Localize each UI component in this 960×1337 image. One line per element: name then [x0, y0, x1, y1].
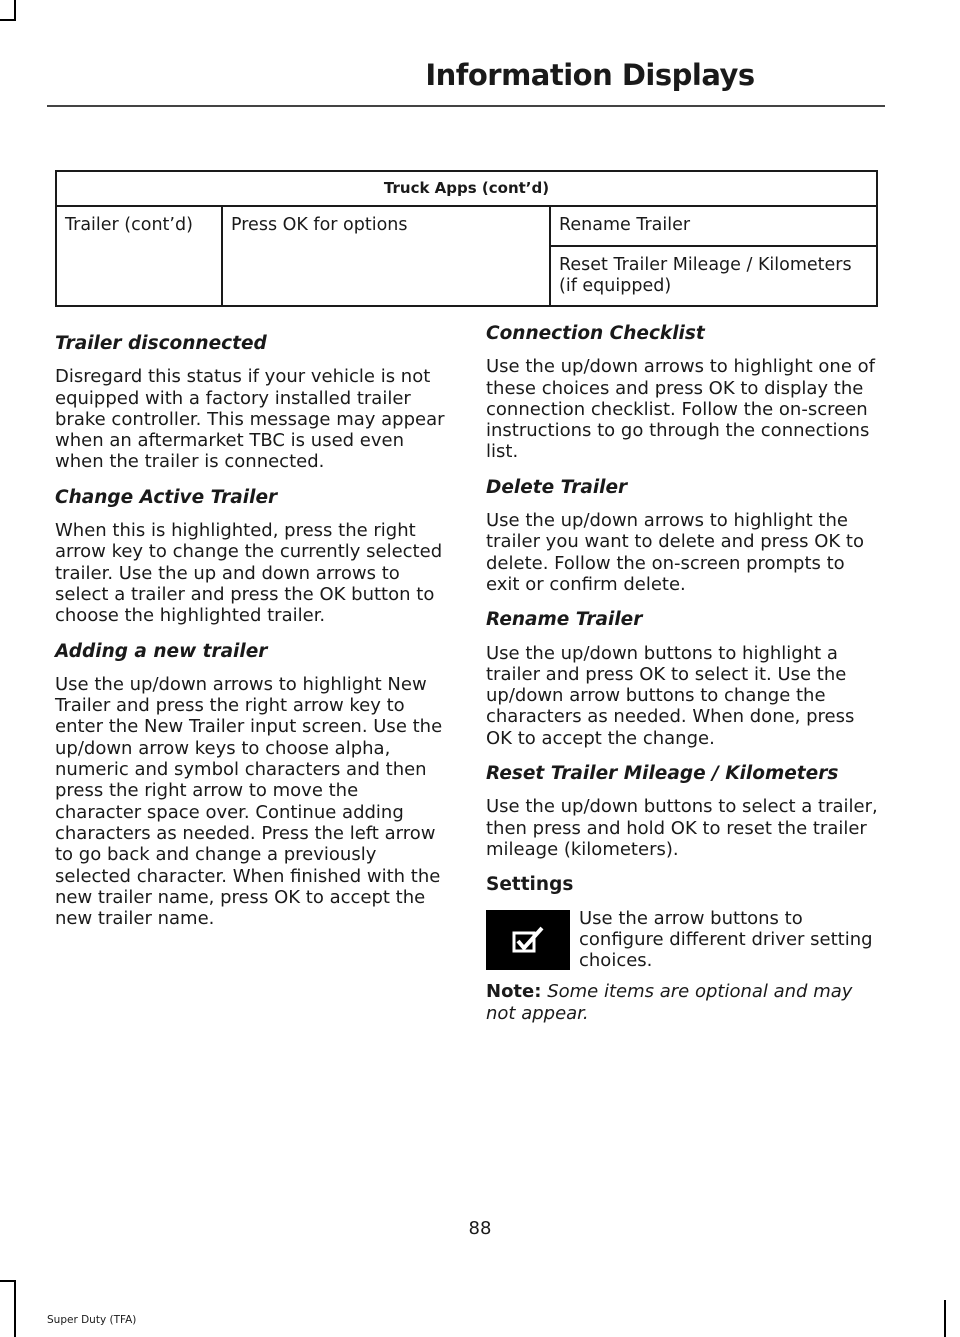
paragraph: When this is highlighted, press the right arrow key to change the currently selected trailer. Use the up and down arrows to select a trailer and press the OK button to choose the highlighted trailer.	[55, 520, 443, 627]
crop-mark	[0, 19, 16, 21]
section-heading: Settings	[486, 874, 574, 896]
crop-mark	[0, 1280, 16, 1282]
note-label: Note:	[486, 981, 542, 1003]
section-heading: Rename Trailer	[486, 609, 643, 631]
header-rule	[47, 105, 885, 107]
table-row	[56, 206, 877, 245]
section-heading: Connection Checklist	[486, 323, 705, 344]
note-text: Some items are optional and may not appear.	[486, 981, 853, 1024]
section-heading: Change Active Trailer	[55, 486, 278, 508]
page-title-text: Information Displays	[425, 58, 755, 92]
paragraph: Use the up/down buttons to highlight a trailer and press OK to select it. Use the up/down arrow buttons to change the characters as needed. When done, press OK to accept the change.	[486, 642, 855, 749]
right-column	[486, 323, 878, 1038]
section-heading: Reset Trailer Mileage / Kilometers	[486, 763, 839, 785]
table-caption: Truck Apps (cont’d)	[56, 171, 877, 206]
section-heading: Adding a new trailer	[55, 640, 268, 662]
crop-mark	[14, 0, 16, 20]
footer-model: Super Duty (TFA)	[47, 1314, 137, 1326]
section-heading: Trailer disconnected	[55, 333, 267, 354]
paragraph: Use the arrow buttons to configure different driver setting choices.	[579, 907, 873, 972]
settings-row	[486, 908, 878, 972]
table-cell: Rename Trailer	[550, 206, 877, 245]
paragraph: Use the up/down buttons to select a trailer, then press and hold OK to reset the trailer mileage (kilometers).	[486, 796, 878, 860]
page-title	[47, 58, 885, 92]
checkbox-settings-icon	[486, 910, 570, 970]
paragraph: Disregard this status if your vehicle is not equipped with a factory installed trailer brake controller. This message may appear when an aftermarket TBC is used even when the trailer is connected.	[55, 366, 445, 473]
paragraph: Use the up/down arrows to highlight New Trailer and press the right arrow key to enter the New Trailer input screen. Use the up/down arrow keys to choose alpha, numeric and symbol characters and then press the right arrow to move the character space over. Continue adding characters as needed. Press the left arrow to go back and change a previously selected character. When finished with the new trailer name, press OK to accept the new trailer name.	[55, 673, 443, 930]
note	[486, 981, 878, 1024]
section-heading: Delete Trailer	[486, 476, 628, 498]
paragraph: Use the up/down arrows to highlight one of these choices and press OK to display the connection checklist. Follow the on-screen instructions to go through the connections list.	[486, 356, 875, 463]
table-cell: Reset Trailer Mileage / Kilometers (if equipped)	[550, 246, 877, 307]
left-column	[55, 333, 447, 943]
table-cell: Press OK for options	[222, 206, 550, 306]
paragraph: Use the up/down arrows to highlight the trailer you want to delete and press OK to delete. Follow the on-screen prompts to exit or confirm delete.	[486, 510, 864, 595]
table-cell: Trailer (cont’d)	[56, 206, 222, 306]
crop-mark	[944, 1300, 946, 1337]
crop-mark	[14, 1280, 16, 1337]
table-header-row	[56, 171, 877, 206]
page-number: 88	[468, 1218, 492, 1239]
truck-apps-table	[55, 170, 878, 307]
